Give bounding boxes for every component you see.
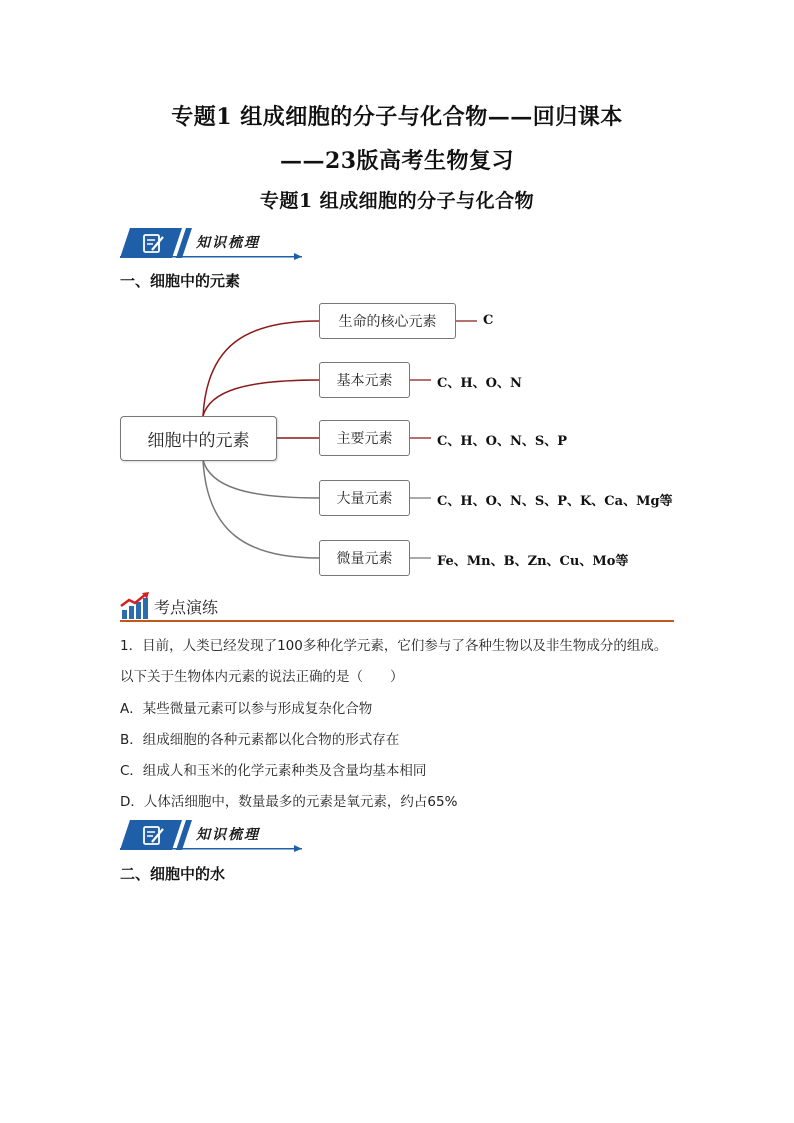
title-line-1: 专题1 组成细胞的分子与化合物——回归课本 bbox=[171, 104, 623, 130]
exercise-label: 考点演练 bbox=[154, 598, 219, 617]
mindmap bbox=[115, 296, 695, 586]
title-line-2: ——23版高考生物复习 bbox=[279, 148, 515, 174]
bar-chart-icon bbox=[120, 592, 150, 620]
branch-basic-element: 基本元素 bbox=[319, 362, 410, 398]
notepad-pen-icon bbox=[142, 232, 166, 254]
mindmap-root: 细胞中的元素 bbox=[120, 416, 277, 461]
detail-main-element: C、H、O、N、S、P bbox=[437, 434, 568, 449]
option-d: D．人体活细胞中，数量最多的元素是氧元素，约占65% bbox=[120, 794, 458, 810]
option-a: A．某些微量元素可以参与形成复杂化合物 bbox=[120, 701, 373, 717]
exercise-rule bbox=[120, 620, 674, 622]
banner-label: 知识梳理 bbox=[196, 235, 260, 251]
branch-core-element: 生命的核心元素 bbox=[319, 303, 456, 339]
branch-trace-element: 微量元素 bbox=[319, 540, 410, 576]
branch-macro-element: 大量元素 bbox=[319, 480, 410, 516]
section-heading-water: 二、细胞中的水 bbox=[120, 865, 226, 883]
section-heading-elements: 一、细胞中的元素 bbox=[120, 272, 241, 290]
branch-main-element: 主要元素 bbox=[319, 420, 410, 456]
notepad-pen-icon bbox=[142, 824, 166, 846]
detail-basic-element: C、H、O、N bbox=[437, 376, 522, 391]
detail-trace-element: Fe、Mn、B、Zn、Cu、Mo等 bbox=[437, 554, 629, 569]
option-b: B．组成细胞的各种元素都以化合物的形式存在 bbox=[120, 732, 400, 748]
detail-macro-element: C、H、O、N、S、P、K、Ca、Mg等 bbox=[437, 494, 673, 509]
subtitle: 专题1 组成细胞的分子与化合物 bbox=[259, 190, 535, 212]
knowledge-banner-2 bbox=[120, 818, 302, 852]
question-text-line-2: 以下关于生物体内元素的说法正确的是（ ） bbox=[120, 669, 404, 685]
option-c: C．组成人和玉米的化学元素种类及含量均基本相同 bbox=[120, 763, 427, 779]
detail-core-element: C bbox=[483, 313, 494, 328]
exercise-banner bbox=[120, 592, 674, 622]
question-text-line-1: 1．目前，人类已经发现了100多种化学元素，它们参与了各种生物以及非生物成分的组成。 bbox=[120, 638, 668, 654]
knowledge-banner bbox=[120, 226, 302, 260]
banner-label-2: 知识梳理 bbox=[196, 827, 260, 843]
